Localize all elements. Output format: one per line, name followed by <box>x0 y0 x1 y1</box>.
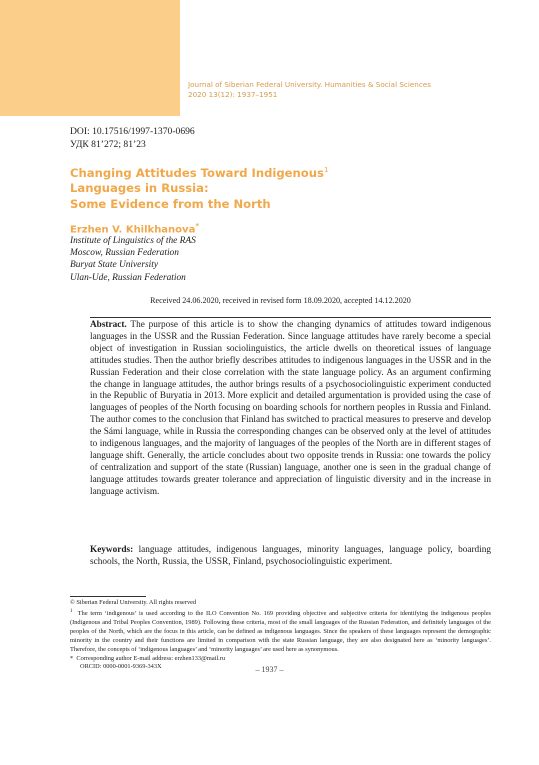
affiliation-4: Ulan-Ude, Russian Federation <box>70 272 186 283</box>
article-title <box>70 163 370 212</box>
author-footnote <box>70 655 491 664</box>
affiliation-2: Moscow, Russian Federation <box>70 248 179 259</box>
footnote-1-text: The term ‘indigenous’ is used according to the ILO Convention No. 169 providing objective and subjective criteria for identifying the indigenous peoples (Indigenous and Tribal Peoples Convention, 1989). Following these criteria, most of the small languages of the Russian Federation, and definitely languages of the peoples of the North, which are the focus in this article, can be defined as indigenous languages. Since the speakers of these languages represent the demographic minority in the country and their functions are limited in comparison with the state Russian language, they are also designated here as ‘minority languages’. Therefore, the concepts of ‘indigenous languages’ and ‘minority languages’ are used here as synonymous. <box>70 610 491 653</box>
abstract <box>90 320 491 499</box>
orcid[interactable]: ORCID: 0000-0001-9369-343X <box>80 663 162 671</box>
title-line-2: Languages in Russia: <box>70 181 209 196</box>
title-footnote-marker[interactable]: 1 <box>323 166 329 174</box>
affiliations <box>70 235 196 284</box>
title-line-3: Some Evidence from the North <box>70 196 271 211</box>
footnote-1 <box>70 608 491 655</box>
journal-header <box>188 80 518 100</box>
page-number: – 1937 – <box>255 665 284 674</box>
keywords <box>90 545 491 569</box>
author-footnote-symbol: * <box>70 654 74 662</box>
copyright: © Siberian Federal University. All rights reserved <box>70 599 197 606</box>
title-line-1 <box>70 163 370 181</box>
divider <box>90 317 491 318</box>
abstract-text: The purpose of this article is to show the changing dynamics of attitudes toward indigenous languages in the USSR and the Russian Federation. Since language attitudes have rarely become a special object of investigation in Russian sociolinguistics, the article dwells on theoretical issues of language attitudes studies. Then the author briefly describes attitudes to indigenous languages in the USSR and in the Russian Federation and their close correlation with the state language policy. As an argument confirming the change in language attitudes, the author brings results of a psychosociolinguistic experiment conducted in the Republic of Buryatia in 2013. More explicit and detailed argumentation is provided using the case of languages of peoples of the North focusing on boarding schools for northern peoples in Russia and Finland. The author comes to the conclusion that Finland has switched to practical measures to preserve and develop the Sámi language, while in Russia the corresponding changes can be observed only at the level of attitudes to indigenous languages, and the majority of languages of the peoples of the North are in different stages of language shift. Generally, the article concludes about two opposite trends in Russia: one towards the policy of centralization and support of the state (Russian) language, another one is seen in the gradual change of language attitudes towards greater tolerance and appreciation of linguistic diversity and in the increase in language activism. <box>90 320 491 497</box>
affiliation-1: Institute of Linguistics of the RAS <box>70 236 196 246</box>
accent-bar <box>0 0 180 116</box>
author-footnote-marker[interactable]: * <box>195 222 199 230</box>
footnotes <box>70 599 491 672</box>
udk: УДК 81’272; 81’23 <box>70 139 146 150</box>
author <box>70 222 199 235</box>
keywords-text: language attitudes, indigenous languages, minority languages, language policy, boarding schools, the North, Russia, the USSR, Finland, psychosociolinguistic experiment. <box>90 545 491 567</box>
journal-name: Journal of Siberian Federal University. Humanities & Social Sciences <box>188 80 431 89</box>
abstract-label: Abstract. <box>90 320 127 330</box>
author-email[interactable]: Corresponding author E-mail address: erzhen133@mail.ru <box>76 654 226 662</box>
received-dates: Received 24.06.2020, received in revised form 18.09.2020, accepted 14.12.2020 <box>150 296 411 305</box>
affiliation-3: Buryat State University <box>70 260 159 271</box>
footnote-divider <box>70 596 146 597</box>
journal-issue: 2020 13(12): 1937–1951 <box>188 90 278 99</box>
title-line-1-text: Changing Attitudes Toward Indigenous <box>70 165 324 180</box>
keywords-label: Keywords: <box>90 545 134 555</box>
article-meta <box>70 125 195 151</box>
footnote-1-marker: 1 <box>70 608 73 614</box>
author-name: Erzhen V. Khilkhanova <box>70 224 196 236</box>
doi[interactable]: DOI: 10.17516/1997-1370-0696 <box>70 126 195 137</box>
